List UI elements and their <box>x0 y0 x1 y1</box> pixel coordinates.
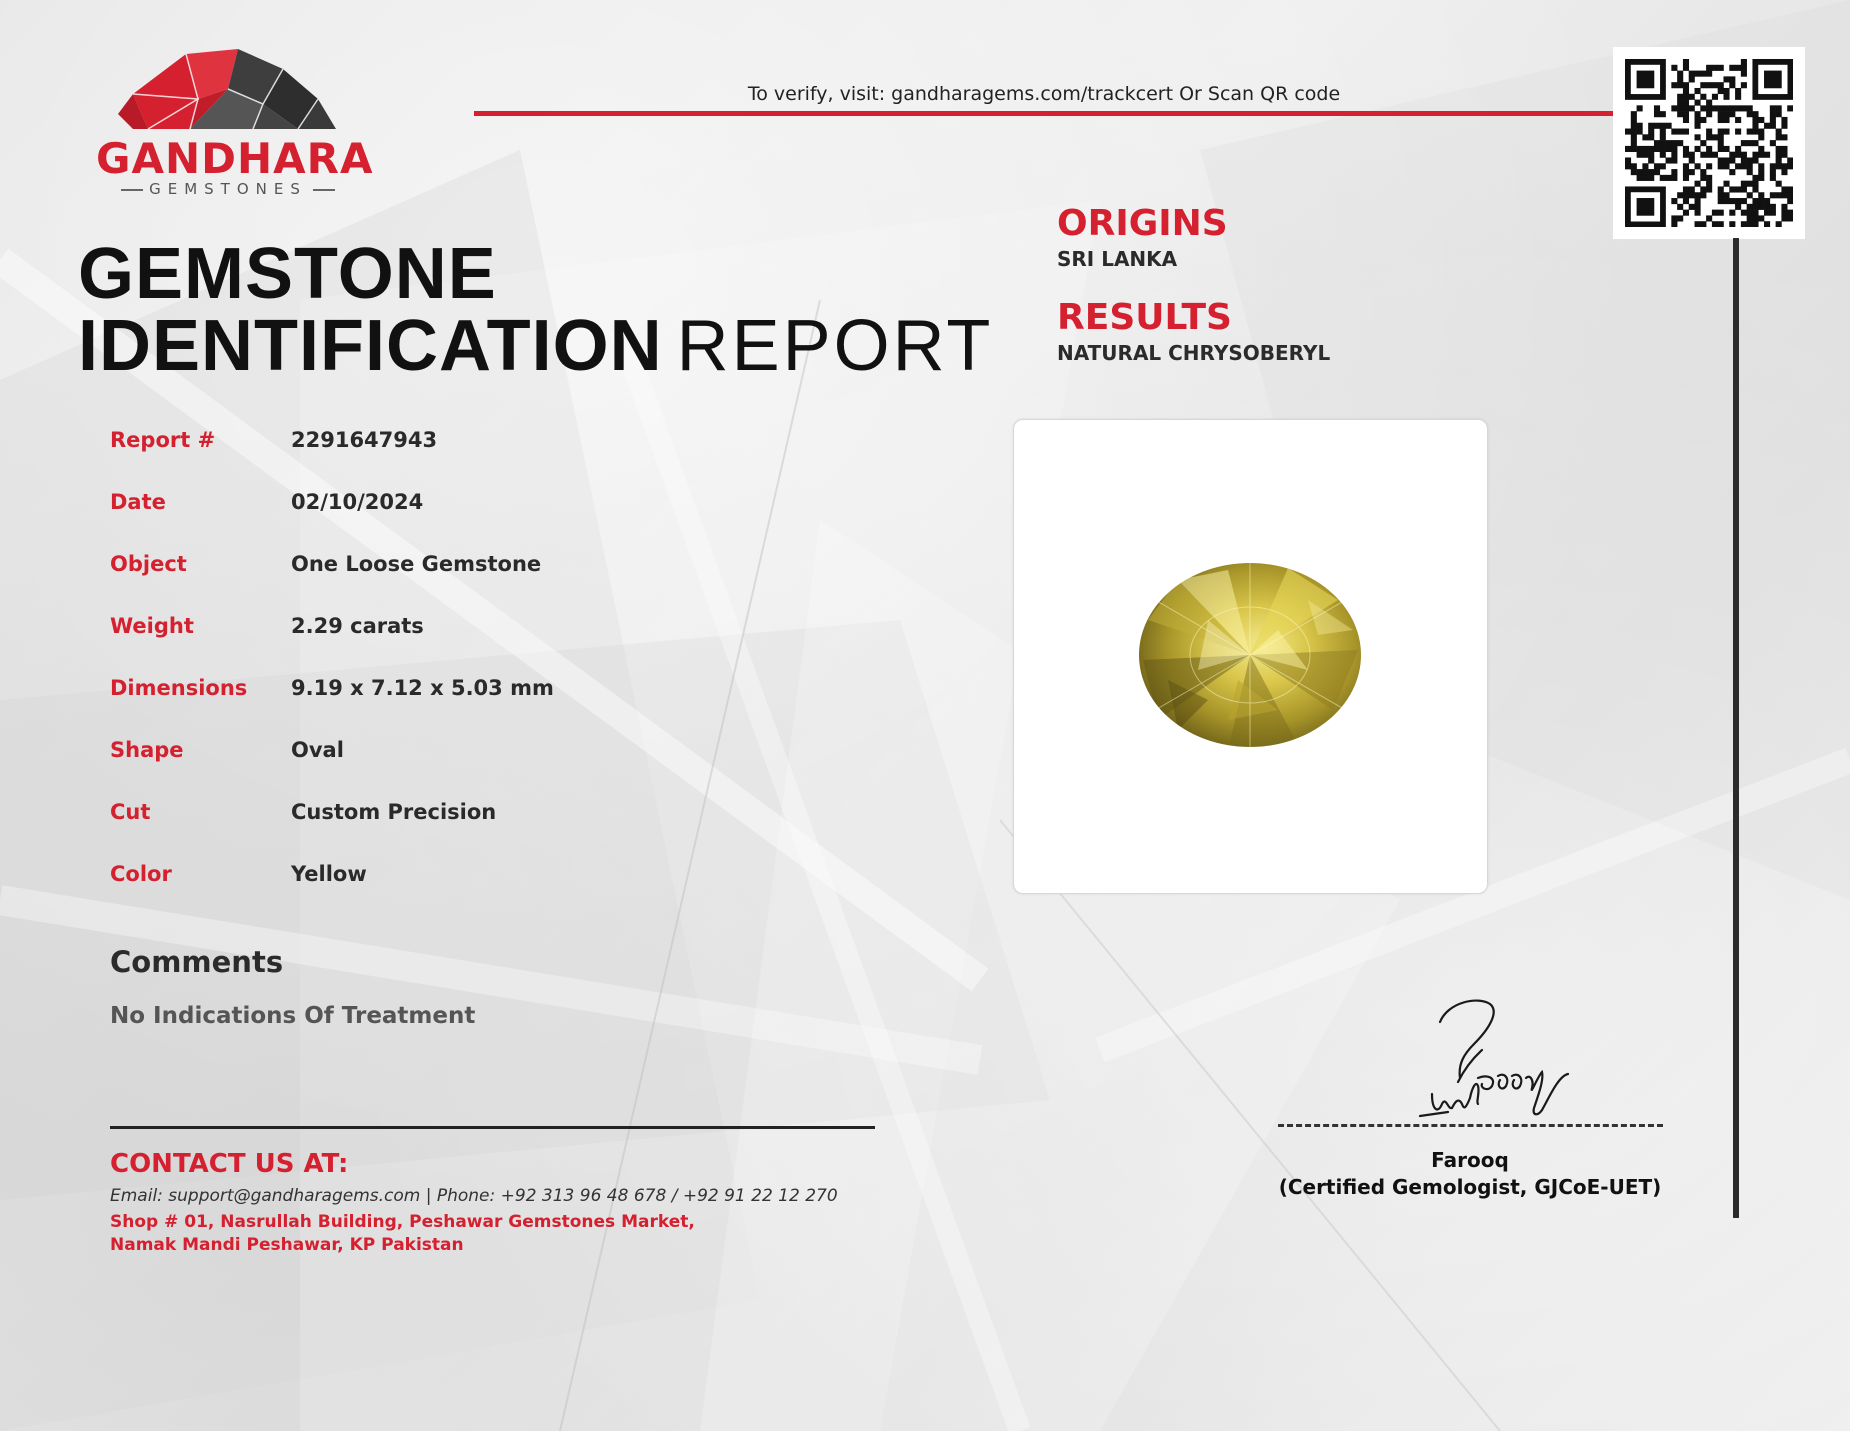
report-title <box>78 236 993 384</box>
detail-value: Custom Precision <box>291 800 497 824</box>
detail-row-shape <box>110 735 810 765</box>
logo-wordmark: GANDHARA <box>96 134 374 183</box>
address-line-1: Shop # 01, Nasrullah Building, Peshawar Gemstones Market, <box>110 1212 695 1232</box>
oval-yellow-gemstone-photo <box>1138 560 1363 750</box>
detail-row-dimensions <box>110 673 810 703</box>
detail-label: Color <box>110 862 172 886</box>
signatory-title: (Certified Gemologist, GJCoE-UET) <box>1278 1175 1662 1199</box>
detail-value: 02/10/2024 <box>291 490 424 514</box>
origins-heading: ORIGINS <box>1057 203 1228 244</box>
contact-heading: CONTACT US AT: <box>110 1149 349 1179</box>
detail-label: Report # <box>110 428 216 452</box>
detail-value: 9.19 x 7.12 x 5.03 mm <box>291 676 554 700</box>
signature-line <box>1278 1124 1663 1127</box>
detail-value: One Loose Gemstone <box>291 552 542 576</box>
detail-row-date <box>110 487 810 517</box>
title-report: REPORT <box>676 306 994 386</box>
detail-label: Object <box>110 552 187 576</box>
detail-row-report-number <box>110 425 810 455</box>
results-value: NATURAL CHRYSOBERYL <box>1057 341 1331 365</box>
detail-label: Shape <box>110 738 184 762</box>
contact-address <box>110 1211 910 1257</box>
right-vertical-rule <box>1733 238 1739 1218</box>
contact-info: Email: support@gandharagems.com | Phone: +92 313 96 48 678 / +92 91 22 12 270 <box>110 1186 838 1206</box>
title-line-1: GEMSTONE <box>78 234 497 314</box>
detail-value: 2.29 carats <box>291 614 424 638</box>
origins-value: SRI LANKA <box>1057 247 1178 271</box>
detail-row-object <box>110 549 810 579</box>
detail-label: Dimensions <box>110 676 248 700</box>
logo-tagline: GEMSTONES <box>78 180 378 198</box>
detail-label: Weight <box>110 614 194 638</box>
title-line-2 <box>78 308 993 384</box>
address-line-2: Namak Mandi Peshawar, KP Pakistan <box>110 1235 464 1255</box>
header-divider <box>474 111 1614 116</box>
verify-text: To verify, visit: gandharagems.com/trackcert Or Scan QR code <box>747 83 1341 105</box>
title-identification: IDENTIFICATION <box>78 306 663 386</box>
detail-row-weight <box>110 611 810 641</box>
detail-label: Cut <box>110 800 151 824</box>
detail-value: 2291647943 <box>291 428 438 452</box>
detail-row-cut <box>110 797 810 827</box>
detail-row-color <box>110 859 810 889</box>
qr-code-icon <box>1625 59 1793 227</box>
detail-value: Oval <box>291 738 344 762</box>
comments-heading: Comments <box>110 945 284 979</box>
contact-divider <box>110 1126 875 1129</box>
comments-text: No Indications Of Treatment <box>110 1003 476 1029</box>
detail-label: Date <box>110 490 166 514</box>
detail-value: Yellow <box>291 862 367 886</box>
gemstone-photo-frame <box>1013 419 1488 894</box>
signatory-name: Farooq <box>1431 1148 1509 1172</box>
signature-image <box>1418 992 1618 1122</box>
results-heading: RESULTS <box>1057 297 1232 338</box>
qr-code[interactable] <box>1613 47 1805 239</box>
